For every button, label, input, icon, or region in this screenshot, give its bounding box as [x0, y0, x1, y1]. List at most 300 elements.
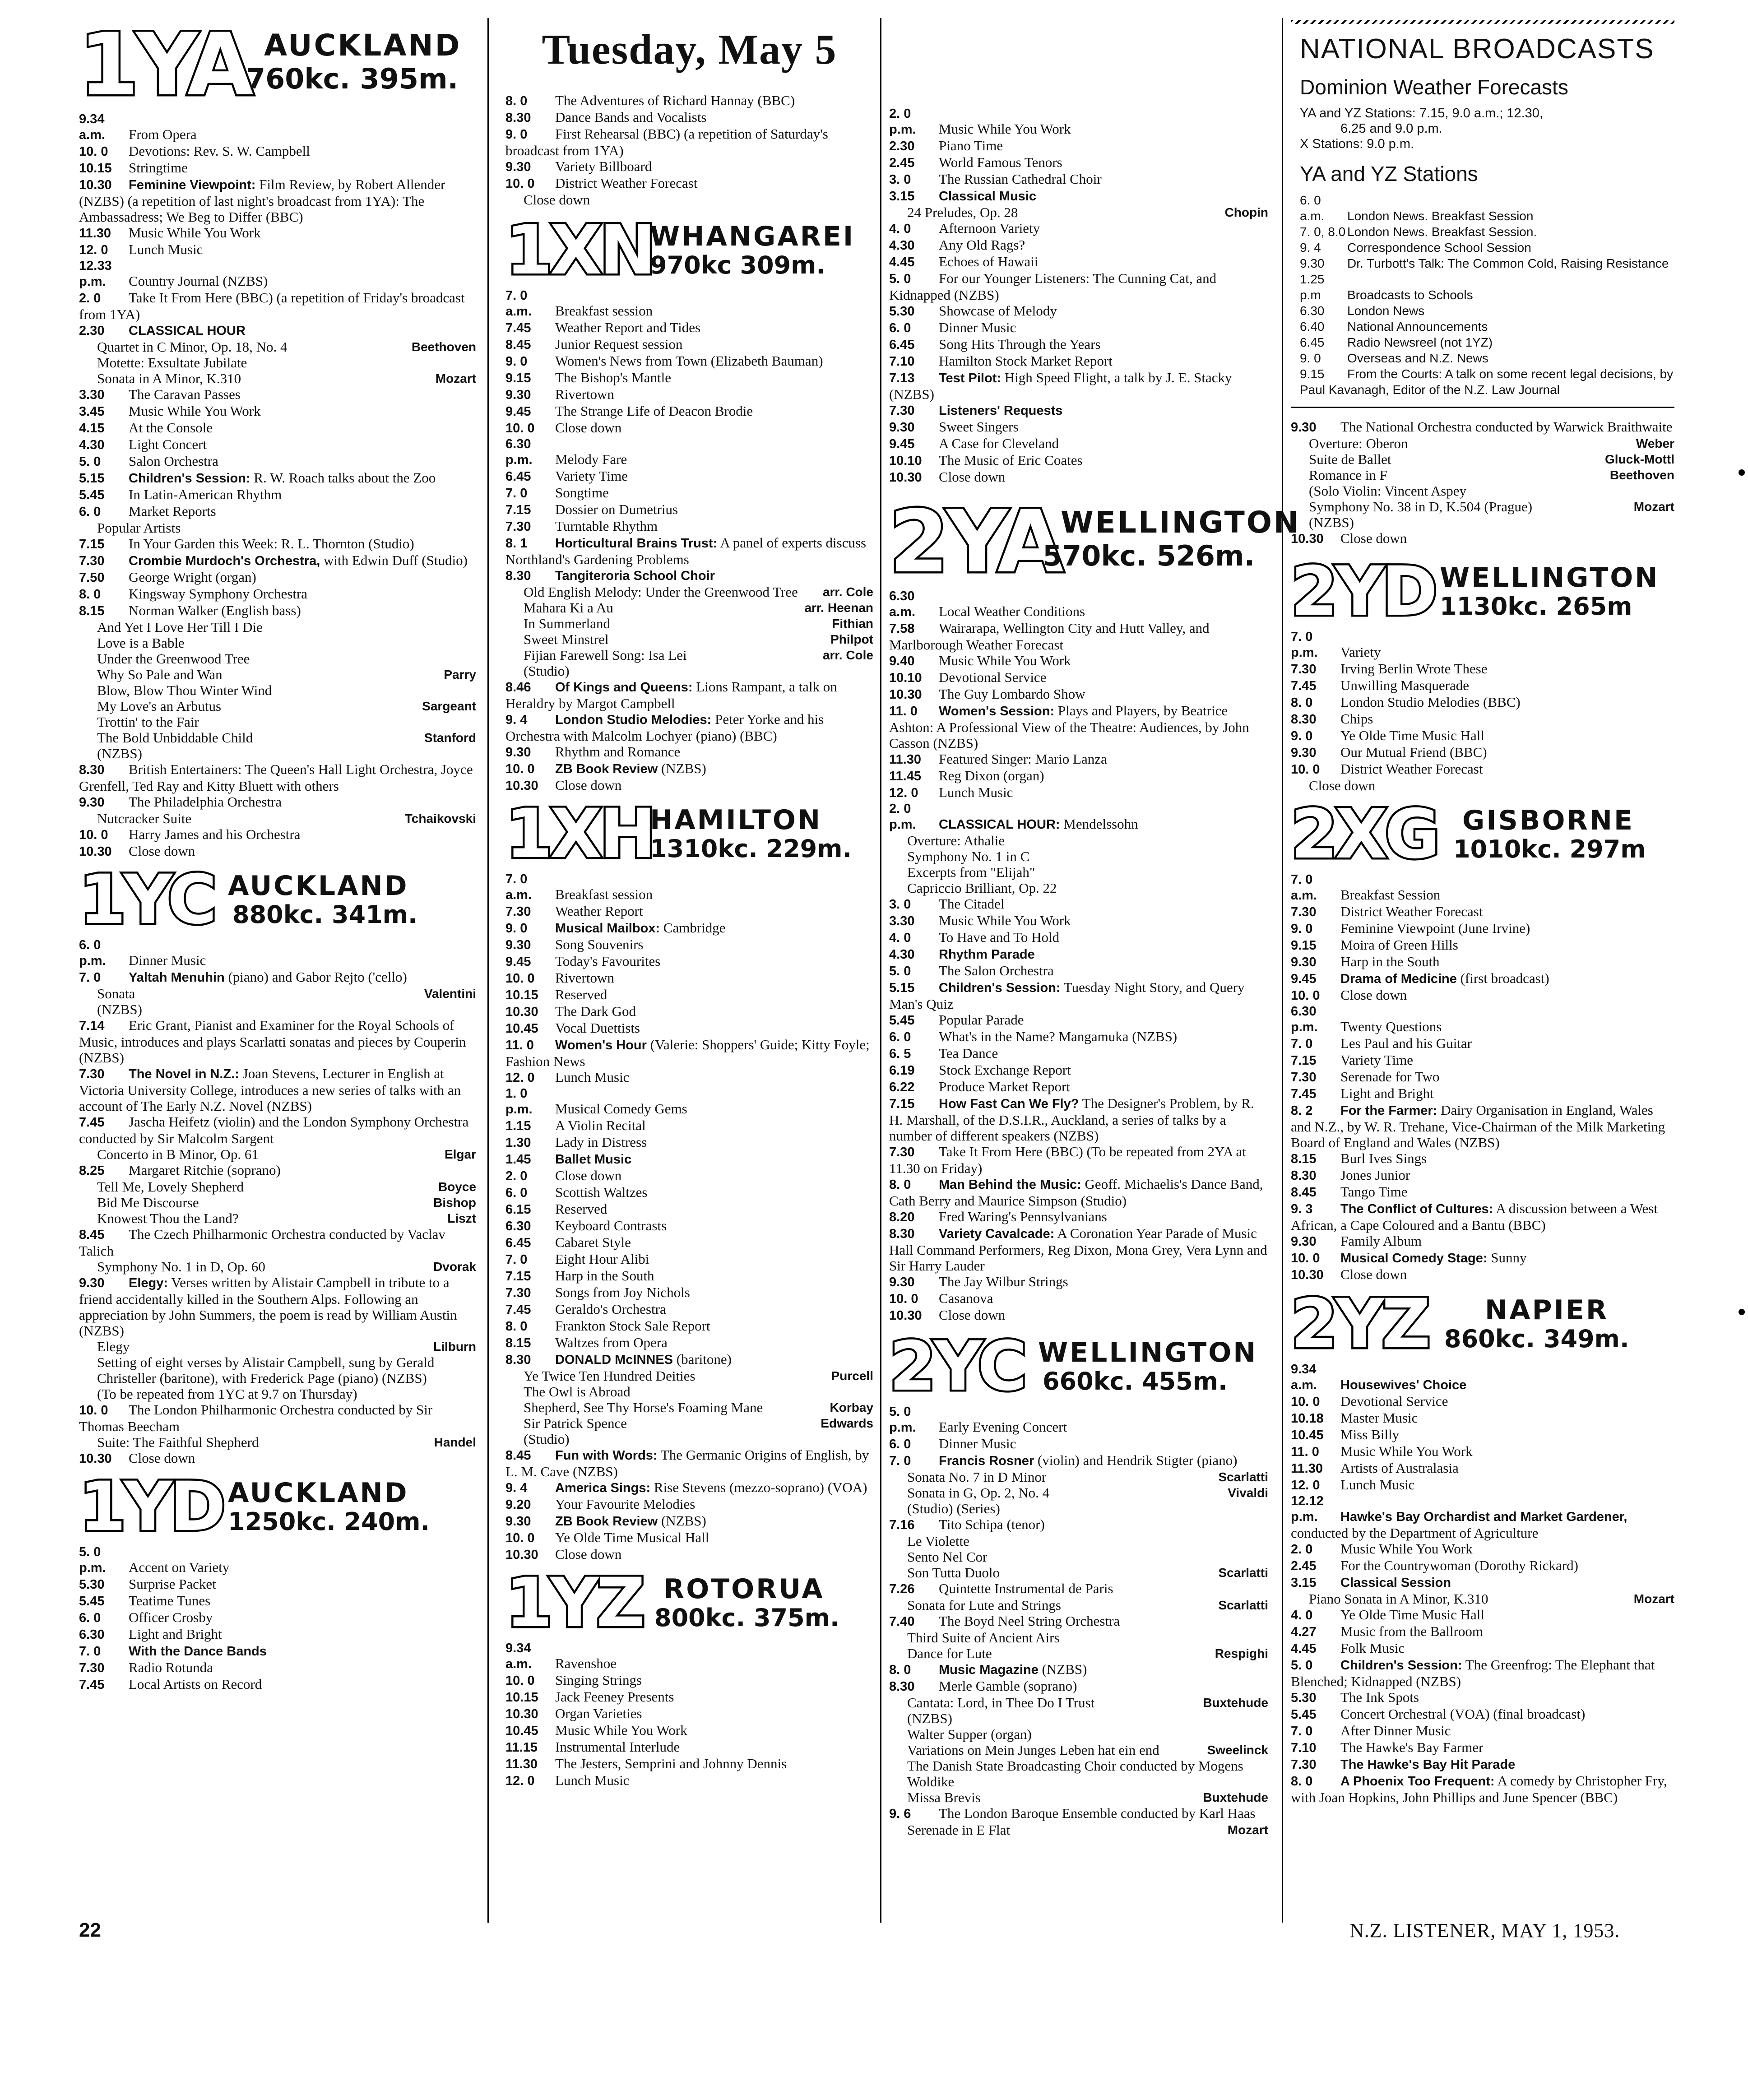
program-time: 9.15: [505, 371, 531, 385]
program-time: 8.15: [1291, 1152, 1317, 1166]
program-title: Family Album: [1340, 1233, 1422, 1249]
program-time: 7.15: [79, 537, 105, 552]
program-title: The Bishop's Mantle: [555, 370, 672, 385]
program-entry: [889, 1469, 1268, 1485]
program-time: 9. 0: [1291, 922, 1313, 936]
program-entry: [79, 651, 476, 667]
program-list-1yc: [79, 937, 476, 1467]
program-title: Le Violette: [907, 1533, 969, 1549]
program-entry: [889, 1533, 1268, 1549]
column-divider: [880, 18, 881, 1923]
program-entry: [79, 826, 476, 843]
program-time: 11.30: [79, 226, 111, 241]
program-title: Featured Singer: Mario Lanza: [939, 751, 1107, 767]
program-time: 6. 0: [889, 321, 911, 335]
program-title: with Edwin Duff (Studio): [324, 552, 468, 568]
program-time: 9.30: [505, 160, 531, 174]
program-entry: [889, 1274, 1268, 1290]
program-title: The Citadel: [939, 896, 1005, 912]
program-title: Tuesday Night Story, and Query Man's Quiz: [889, 979, 1245, 1012]
program-time: 10.30: [79, 178, 112, 192]
program-entry: [79, 1179, 476, 1195]
program-title: Music While You Work: [1340, 1541, 1473, 1557]
program-time: 12. 0: [505, 1774, 535, 1788]
program-entry: [505, 1003, 873, 1020]
program-title: The Salon Orchestra: [939, 963, 1054, 978]
program-title: Devotional Service: [939, 669, 1047, 685]
program-entry: [889, 419, 1268, 436]
program-title: Music While You Work: [555, 1722, 687, 1738]
program-entry: [889, 620, 1268, 653]
program-entry: [505, 1400, 873, 1415]
program-time: 8.45: [79, 1228, 105, 1242]
program-time: 6. 0: [79, 505, 101, 519]
composer: Scarlatti: [1218, 1566, 1268, 1580]
program-entry: [1291, 1184, 1674, 1201]
program-entry: [889, 171, 1268, 188]
program-entry: [889, 703, 1268, 751]
program-entry: [79, 453, 476, 470]
program-highlight: Listeners' Requests: [939, 403, 1063, 418]
program-list-1xh-continued: [889, 106, 1268, 486]
program-title: Reg Dixon (organ): [939, 768, 1044, 783]
program-title: Burl Ives Sings: [1340, 1150, 1427, 1166]
program-entry: [79, 1226, 476, 1259]
program-entry: [1291, 1233, 1674, 1250]
program-title: Dinner Music: [129, 952, 206, 968]
program-time: 6.40: [1300, 320, 1325, 334]
station-header-2yz: [1291, 1285, 1674, 1363]
program-title: The Jay Wilbur Strings: [939, 1274, 1068, 1289]
program-time: 5.30: [889, 304, 915, 319]
program-entry: [79, 937, 476, 969]
program-time: 7. 0: [79, 1644, 101, 1659]
program-entry: [505, 1546, 873, 1563]
program-title: A Violin Recital: [555, 1117, 646, 1133]
program-time: 9. 4: [505, 1481, 528, 1495]
program-title: Produce Market Report: [939, 1079, 1070, 1094]
column-divider: [1282, 18, 1283, 1923]
program-title: (NZBS): [97, 1001, 142, 1017]
program-entry: [505, 1268, 873, 1284]
program-entry: [79, 1576, 476, 1593]
composer: Valentini: [424, 987, 476, 1001]
program-entry: [505, 1479, 873, 1496]
program-title: Waltzes from Opera: [555, 1335, 668, 1350]
program-entry: [889, 1726, 1268, 1742]
program-entry: [505, 1672, 873, 1689]
station-call-sign: 1YZ: [505, 1564, 643, 1642]
program-title: Weather Report and Tides: [555, 320, 701, 335]
program-title: Song Souvenirs: [555, 936, 644, 952]
program-entry: [889, 768, 1268, 784]
program-highlight: Feminine Viewpoint:: [129, 178, 256, 192]
program-title: Tell Me, Lovely Shepherd: [97, 1179, 244, 1195]
program-entry: [79, 635, 476, 651]
column-3: [889, 20, 1301, 1838]
program-time: 8. 2: [1291, 1103, 1313, 1118]
program-time: 10. 0: [505, 421, 535, 436]
program-entry: [1300, 192, 1674, 224]
program-entry: [79, 1017, 476, 1066]
program-entry: [79, 714, 476, 730]
program-time: 12.33 p.m.: [79, 259, 112, 289]
program-title: Capriccio Brilliant, Op. 22: [907, 880, 1057, 896]
program-title: Jack Feeney Presents: [555, 1689, 674, 1705]
program-time: 10. 0: [1291, 1251, 1320, 1266]
program-entry: [889, 848, 1268, 864]
program-time: 12. 0: [505, 1071, 535, 1085]
station-header-2yc: [889, 1327, 1268, 1406]
program-entry: [79, 241, 476, 258]
program-time: 2. 0 p.m.: [889, 107, 916, 137]
program-entry: [79, 730, 476, 746]
program-title: Harry James and his Orchestra: [129, 826, 301, 842]
program-time: 10.15: [79, 161, 112, 176]
program-entry: [889, 1062, 1268, 1079]
program-entry: [505, 1641, 873, 1672]
program-title: Breakfast session: [555, 886, 653, 902]
program-title: Songs from Joy Nichols: [555, 1284, 690, 1300]
program-time: 6.30: [505, 1219, 531, 1233]
program-entry: [505, 920, 873, 936]
program-time: 7. 0: [889, 1454, 911, 1468]
program-time: 11. 0: [505, 1038, 534, 1052]
program-entry: [79, 111, 476, 143]
program-title: Missa Brevis: [907, 1789, 981, 1805]
program-title: The Jesters, Semprini and Johnny Dennis: [555, 1756, 787, 1771]
program-time: 10.15: [505, 988, 538, 1002]
program-time: 7.15: [1291, 1053, 1317, 1068]
program-time: 10.30: [79, 1451, 112, 1466]
program-list-1yd: [79, 1544, 476, 1693]
program-list-2yc-continued: [1291, 419, 1674, 547]
program-entry: [505, 1706, 873, 1722]
program-entry: [1291, 1150, 1674, 1167]
program-time: 6.45: [505, 1236, 531, 1250]
program-title: Dance Bands and Vocalists: [555, 109, 707, 125]
program-time: 6.30 a.m.: [889, 589, 916, 619]
program-entry: [505, 370, 873, 386]
program-time: 10.45: [1291, 1428, 1324, 1442]
composer: Scarlatti: [1218, 1470, 1268, 1484]
composer: arr. Cole: [822, 648, 873, 662]
program-title: The Music of Eric Coates: [939, 452, 1083, 468]
program-time: 8.30: [1291, 1168, 1317, 1183]
program-entry: [889, 1144, 1268, 1176]
program-entry: [889, 154, 1268, 171]
program-highlight: ZB Book Review: [555, 762, 658, 776]
program-title: Sonata in G, Op. 2, No. 4: [907, 1485, 1050, 1501]
program-time: 7.10: [1291, 1741, 1317, 1755]
program-entry: [889, 1789, 1268, 1805]
composer: Stanford: [424, 731, 476, 745]
program-highlight: Children's Session:: [1340, 1658, 1462, 1673]
program-title: Songtime: [555, 485, 609, 501]
program-title: Keyboard Contrasts: [555, 1218, 667, 1233]
program-time: 8.45: [1291, 1185, 1317, 1200]
program-title: Concert Orchestral (VOA) (final broadcast): [1340, 1706, 1586, 1722]
program-title: Sento Nel Cor: [907, 1549, 988, 1565]
program-title: Variety Billboard: [555, 158, 652, 174]
program-time: 7.30: [1291, 1757, 1317, 1772]
program-title: Dossier on Dumetrius: [555, 501, 678, 517]
program-title: The Greenfrog: The Elephant that Blenched; Kidnapped (NZBS): [1291, 1657, 1655, 1689]
program-time: 3. 0: [889, 897, 911, 912]
program-title: Casanova: [939, 1290, 993, 1306]
composer: Korbay: [830, 1400, 873, 1414]
program-entry: [1291, 629, 1674, 661]
program-title: Excerpts from "Elijah": [907, 864, 1035, 880]
program-entry: [79, 470, 476, 487]
station-header-1ya: [79, 15, 476, 115]
program-entry: [1291, 1443, 1674, 1460]
program-title: Ravenshoe: [555, 1655, 617, 1671]
program-time: 9.34 a.m.: [1291, 1362, 1317, 1392]
composer: Purcell: [831, 1369, 873, 1383]
program-entry: [1291, 1723, 1674, 1739]
program-time: 8.45: [505, 1448, 531, 1463]
program-time: 9.20: [505, 1497, 531, 1512]
program-entry: [505, 403, 873, 420]
program-entry: [1300, 240, 1674, 255]
program-time: 4.45: [1291, 1641, 1317, 1656]
station-city: WELLINGTON: [1038, 1337, 1258, 1368]
program-entry: [1291, 711, 1674, 728]
program-title: Dinner Music: [939, 1436, 1016, 1451]
station-frequency: 1250kc. 240m.: [228, 1507, 430, 1536]
program-time: 4. 0: [889, 931, 911, 945]
program-entry: [889, 1758, 1268, 1789]
program-time: 5.45: [889, 1013, 915, 1028]
program-time: 6.19: [889, 1063, 915, 1078]
program-entry: [505, 109, 873, 126]
program-entry: [79, 1593, 476, 1609]
program-title: Sonata for Lute and Strings: [907, 1597, 1061, 1613]
program-entry: [79, 225, 476, 241]
program-entry: [1291, 1607, 1674, 1623]
program-entry: [1291, 1004, 1674, 1035]
composer: Elgar: [444, 1147, 476, 1161]
program-time: 6. 0 p.m.: [79, 938, 106, 968]
program-entry: [889, 1661, 1268, 1678]
program-time: 6. 0: [889, 1437, 911, 1451]
program-title: The Danish State Broadcasting Choir conducted by Mogens Woldike: [907, 1758, 1243, 1789]
program-title: Quartet in C Minor, Op. 18, No. 4: [97, 339, 287, 355]
program-title: Breakfast Session: [1340, 887, 1441, 903]
program-title: Blow, Blow Thou Winter Wind: [97, 682, 272, 698]
program-entry: [1291, 1052, 1674, 1069]
program-title: National Announcements: [1347, 320, 1488, 334]
program-time: 11.30: [889, 752, 921, 767]
composer: Mozart: [1227, 1823, 1268, 1837]
program-entry: [1300, 303, 1674, 319]
program-time: 8. 0: [505, 1319, 528, 1334]
program-title: (NZBS): [661, 1513, 706, 1529]
station-city: WELLINGTON: [1440, 562, 1660, 593]
program-entry: [79, 1066, 476, 1114]
program-title: (NZBS): [1309, 515, 1354, 530]
program-list-2yc: [889, 1404, 1268, 1838]
program-highlight: Classical Music: [939, 189, 1036, 204]
station-city: AUCKLAND: [228, 1477, 409, 1509]
program-time: 3. 0: [889, 172, 911, 187]
program-time: 7. 0 p.m.: [1291, 630, 1318, 660]
program-entry: [889, 1452, 1268, 1469]
program-title: A Coronation Year Parade of Music Hall Command Performers, Reg Dixon, Mona Grey, Vera Lynn and Sir Harry Lauder: [889, 1225, 1267, 1274]
program-entry: [1291, 530, 1674, 547]
program-title: Fijian Farewell Song: Isa Lei: [524, 647, 687, 663]
program-title: Music While You Work: [129, 225, 261, 241]
program-entry: [1300, 366, 1674, 398]
program-title: Romance in F: [1309, 467, 1387, 483]
composer: Sweelinck: [1207, 1743, 1268, 1757]
program-title: Popular Parade: [939, 1012, 1024, 1028]
program-entry: [1291, 1541, 1674, 1558]
program-title: District Weather Forecast: [555, 175, 698, 191]
composer: Chopin: [1224, 205, 1268, 219]
program-entry: [79, 1643, 476, 1660]
program-entry: [889, 1646, 1268, 1661]
program-entry: [505, 953, 873, 970]
program-title: Any Old Rags?: [939, 237, 1025, 253]
program-highlight: With the Dance Bands: [129, 1644, 267, 1659]
program-title: Rivertown: [555, 386, 614, 402]
program-time: 10. 0: [505, 176, 535, 191]
program-time: 11. 0: [1291, 1445, 1319, 1459]
program-title: The Caravan Passes: [129, 386, 241, 402]
program-time: 9.45: [1291, 972, 1317, 986]
program-entry: [889, 1711, 1268, 1726]
program-entry: [79, 1402, 476, 1434]
program-list-2yd: [1291, 629, 1674, 793]
program-entry: [505, 535, 873, 567]
program-list-2ya: [889, 589, 1268, 1324]
program-title: conducted by the Department of Agriculture: [1291, 1525, 1539, 1541]
program-time: 9.45: [889, 437, 915, 451]
program-entry: [79, 1146, 476, 1162]
station-header-2yd: [1291, 552, 1674, 631]
program-entry: [505, 93, 873, 109]
program-title: Geraldo's Orchestra: [555, 1301, 666, 1317]
program-entry: [889, 864, 1268, 880]
program-title: Music While You Work: [939, 121, 1071, 137]
program-time: 5.45: [79, 1594, 105, 1609]
program-list-1xn: [505, 288, 873, 794]
station-frequency: 860kc. 349m.: [1444, 1325, 1629, 1353]
program-time: 10. 0: [505, 1531, 535, 1545]
program-entry: [505, 386, 873, 403]
program-title: Correspondence School Session: [1347, 241, 1531, 255]
column-2: [505, 20, 873, 1789]
program-highlight: Horticultural Brains Trust:: [555, 536, 718, 551]
program-entry: [889, 896, 1268, 913]
program-time: 8.15: [505, 1336, 531, 1350]
program-title: Close down: [1340, 1266, 1407, 1282]
program-title: Afternoon Variety: [939, 220, 1040, 236]
program-title: Teatime Tunes: [129, 1593, 211, 1609]
station-header-2xg: [1291, 795, 1674, 874]
program-time: 10.30: [889, 470, 922, 485]
program-entry: [1300, 271, 1674, 303]
composer: Fithian: [832, 617, 873, 630]
program-entry: [1291, 1102, 1674, 1150]
program-title: To Have and To Hold: [939, 929, 1060, 945]
program-entry: [889, 469, 1268, 486]
margin-mark: [1739, 469, 1745, 476]
program-time: 9.30: [505, 388, 531, 402]
program-title: Overture: Oberon: [1309, 436, 1408, 451]
program-title: The London Baroque Ensemble conducted by Karl Haas: [939, 1805, 1256, 1821]
program-entry: [1291, 1493, 1674, 1541]
program-entry: [505, 158, 873, 175]
weather-line: YA and YZ Stations: 7.15, 9.0 a.m.; 12.30,: [1300, 106, 1543, 121]
program-time: 7.30: [889, 1145, 915, 1159]
program-list-1ya-continued: [505, 93, 873, 208]
program-title: Dairy Organisation in England, Wales and N.Z., by W. R. Trehane, Vice-Chairman of the Milk Marketing Board of England and Wales (NZBS): [1291, 1102, 1665, 1150]
program-title: District Weather Forecast: [1340, 761, 1483, 777]
program-entry: [79, 487, 476, 503]
program-entry: [1291, 1460, 1674, 1477]
program-entry: [505, 192, 873, 208]
program-title: Reserved: [555, 1201, 607, 1217]
program-time: 7.30: [505, 904, 531, 919]
program-highlight: ZB Book Review: [555, 1514, 658, 1529]
program-entry: [505, 970, 873, 987]
program-entry: [889, 1029, 1268, 1045]
program-highlight: Of Kings and Queens:: [555, 680, 693, 695]
program-title: Harp in the South: [555, 1268, 654, 1284]
program-entry: [505, 1134, 873, 1151]
station-city: GISBORNE: [1462, 805, 1634, 836]
program-list-1xh: [505, 872, 873, 1563]
program-title: Lunch Music: [939, 784, 1013, 800]
program-title: Nutcracker Suite: [97, 811, 192, 826]
program-time: 5. 0 p.m.: [79, 1545, 106, 1575]
program-highlight: The Novel in N.Z.:: [129, 1067, 239, 1081]
program-entry: [505, 1218, 873, 1234]
program-title: 24 Preludes, Op. 28: [907, 204, 1018, 220]
program-time: 4.15: [79, 421, 105, 436]
program-time: 5.30: [1291, 1691, 1317, 1705]
program-time: 6.15: [505, 1202, 531, 1217]
composer: Respighi: [1215, 1646, 1268, 1660]
program-entry: [889, 237, 1268, 254]
program-entry: [1291, 761, 1674, 778]
program-entry: [1300, 319, 1674, 334]
program-entry: [1291, 1574, 1674, 1591]
program-entry: [505, 1301, 873, 1318]
composer: Lilburn: [433, 1340, 476, 1354]
program-title: Song Hits Through the Years: [939, 336, 1101, 352]
program-highlight: DONALD McINNES: [555, 1353, 673, 1367]
program-entry: [1300, 334, 1674, 350]
program-time: 9. 0: [505, 921, 528, 936]
program-title: Accent on Variety: [129, 1559, 230, 1575]
program-time: 10.30: [1291, 532, 1324, 546]
program-entry: [889, 254, 1268, 270]
program-entry: [889, 1822, 1268, 1838]
program-title: British Entertainers: The Queen's Hall Light Orchestra, Joyce Grenfell, Ted Ray and Kitty Bluett with others: [79, 761, 473, 794]
program-highlight: Drama of Medicine: [1340, 972, 1457, 986]
program-highlight: Fun with Words:: [555, 1448, 658, 1463]
program-time: 9.15: [1300, 367, 1325, 381]
section-divider: [1291, 407, 1674, 408]
program-entry: [1291, 515, 1674, 530]
program-entry: [79, 258, 476, 290]
program-title: Feminine Viewpoint (June Irvine): [1340, 920, 1530, 936]
program-time: 9.30: [505, 1514, 531, 1529]
